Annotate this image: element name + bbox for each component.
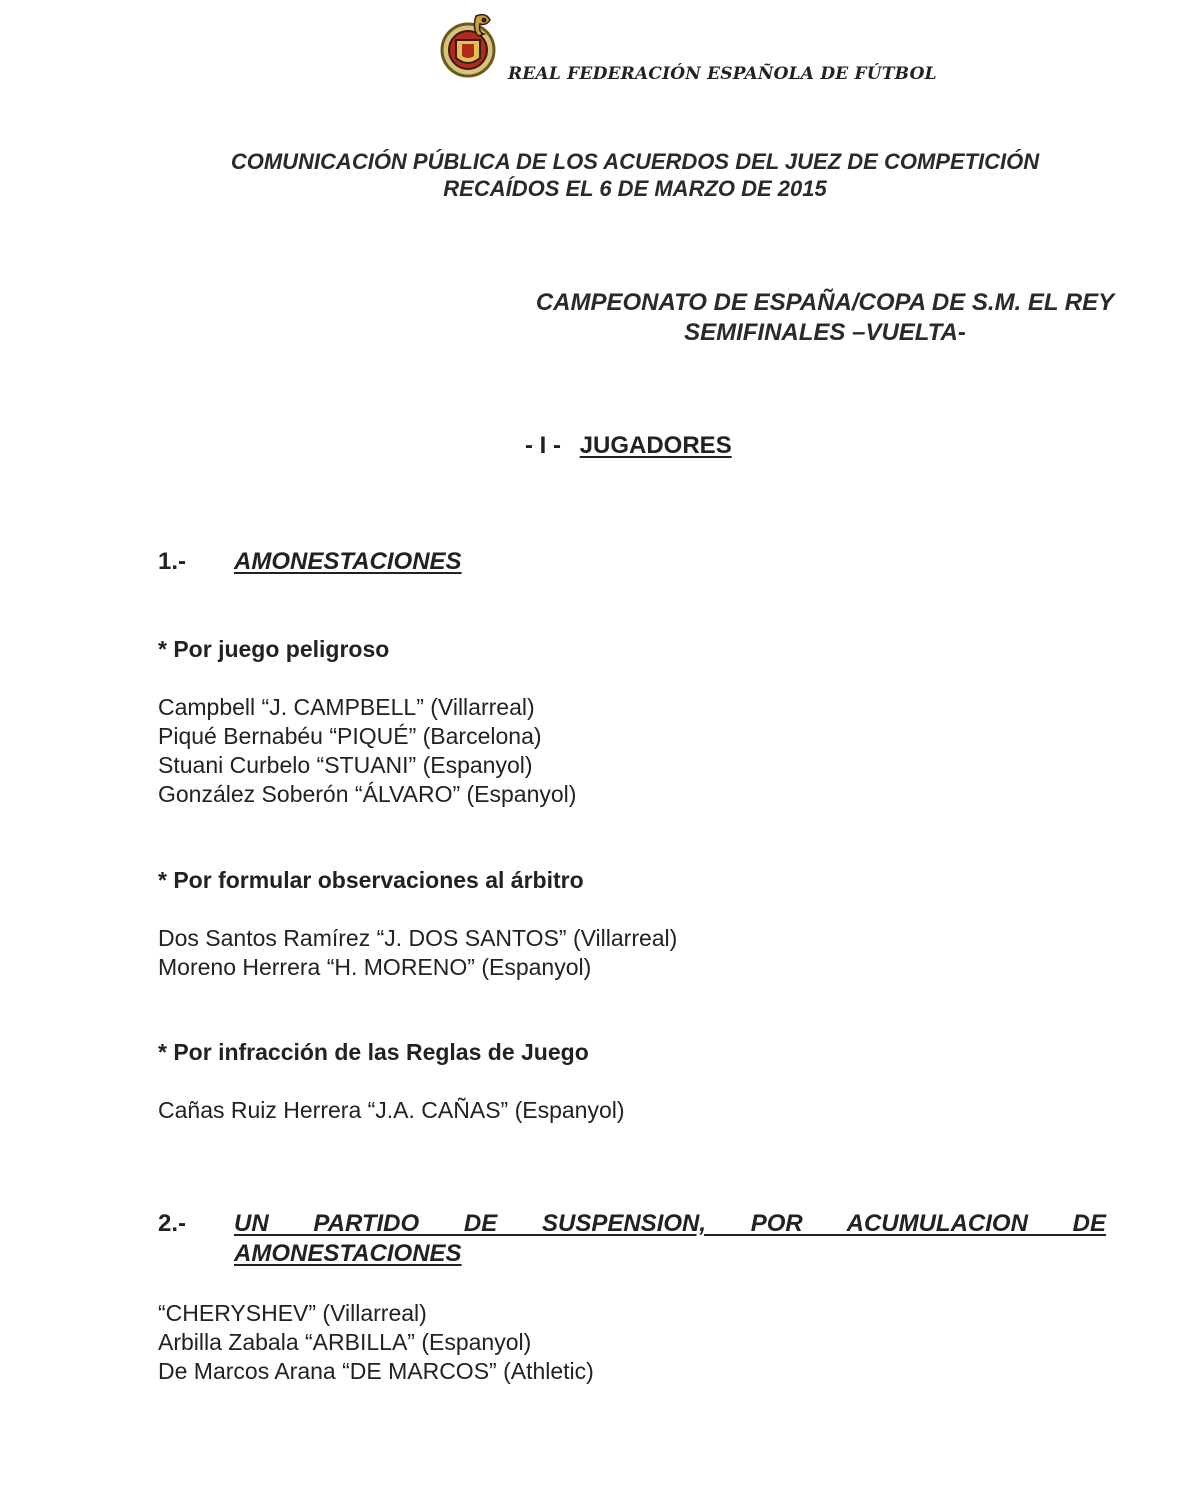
section-heading bbox=[525, 432, 732, 460]
competition-line-1: CAMPEONATO DE ESPAÑA/COPA DE S.M. EL REY bbox=[535, 289, 1115, 316]
referee-remarks-list bbox=[158, 924, 677, 982]
title-line-2: RECAÍDOS EL 6 DE MARZO DE 2015 bbox=[443, 176, 827, 201]
rules-infraction-list bbox=[158, 1096, 625, 1125]
amonestaciones-heading bbox=[158, 548, 1118, 578]
suspension-list bbox=[158, 1299, 594, 1386]
suspension-number: 2.- bbox=[158, 1210, 187, 1237]
list-item: González Soberón “ÁLVARO” (Espanyol) bbox=[158, 781, 577, 807]
list-item: Campbell “J. CAMPBELL” (Villarreal) bbox=[158, 694, 535, 720]
list-item: Cañas Ruiz Herrera “J.A. CAÑAS” (Espanyol) bbox=[158, 1097, 625, 1123]
section-number: - I - bbox=[525, 432, 561, 459]
suspension-title-line-2: AMONESTACIONES bbox=[234, 1240, 462, 1267]
suspension-heading bbox=[158, 1210, 1108, 1272]
rfef-crest-icon bbox=[438, 10, 502, 84]
organization-name: REAL FEDERACIÓN ESPAÑOLA DE FÚTBOL bbox=[508, 64, 937, 84]
list-item: Stuani Curbelo “STUANI” (Espanyol) bbox=[158, 752, 533, 778]
list-item: Dos Santos Ramírez “J. DOS SANTOS” (Villarreal) bbox=[158, 925, 678, 951]
title-line-1: COMUNICACIÓN PÚBLICA DE LOS ACUERDOS DEL JUEZ DE COMPETICIÓN bbox=[230, 149, 1040, 174]
amonestaciones-title: AMONESTACIONES bbox=[234, 548, 462, 575]
list-item: De Marcos Arana “DE MARCOS” (Athletic) bbox=[158, 1358, 594, 1384]
amonestaciones-number: 1.- bbox=[158, 548, 187, 575]
competition-line-2: SEMIFINALES –VUELTA- bbox=[684, 319, 966, 346]
list-item: Arbilla Zabala “ARBILLA” (Espanyol) bbox=[158, 1329, 532, 1355]
list-item: “CHERYSHEV” (Villarreal) bbox=[158, 1300, 427, 1326]
list-item: Piqué Bernabéu “PIQUÉ” (Barcelona) bbox=[158, 723, 542, 749]
document-title bbox=[130, 148, 1140, 202]
category-referee-remarks: * Por formular observaciones al árbitro bbox=[158, 867, 584, 893]
suspension-title bbox=[234, 1210, 1106, 1268]
suspension-title-line-1: UN PARTIDO DE SUSPENSION, POR ACUMULACION DE bbox=[234, 1210, 1106, 1237]
dangerous-play-list bbox=[158, 693, 576, 809]
rfef-logo bbox=[436, 8, 937, 88]
category-dangerous-play: * Por juego peligroso bbox=[158, 636, 390, 662]
competition-title bbox=[480, 288, 1170, 348]
list-item: Moreno Herrera “H. MORENO” (Espanyol) bbox=[158, 954, 592, 980]
category-rules-infraction: * Por infracción de las Reglas de Juego bbox=[158, 1039, 589, 1065]
section-title: JUGADORES bbox=[579, 432, 732, 459]
